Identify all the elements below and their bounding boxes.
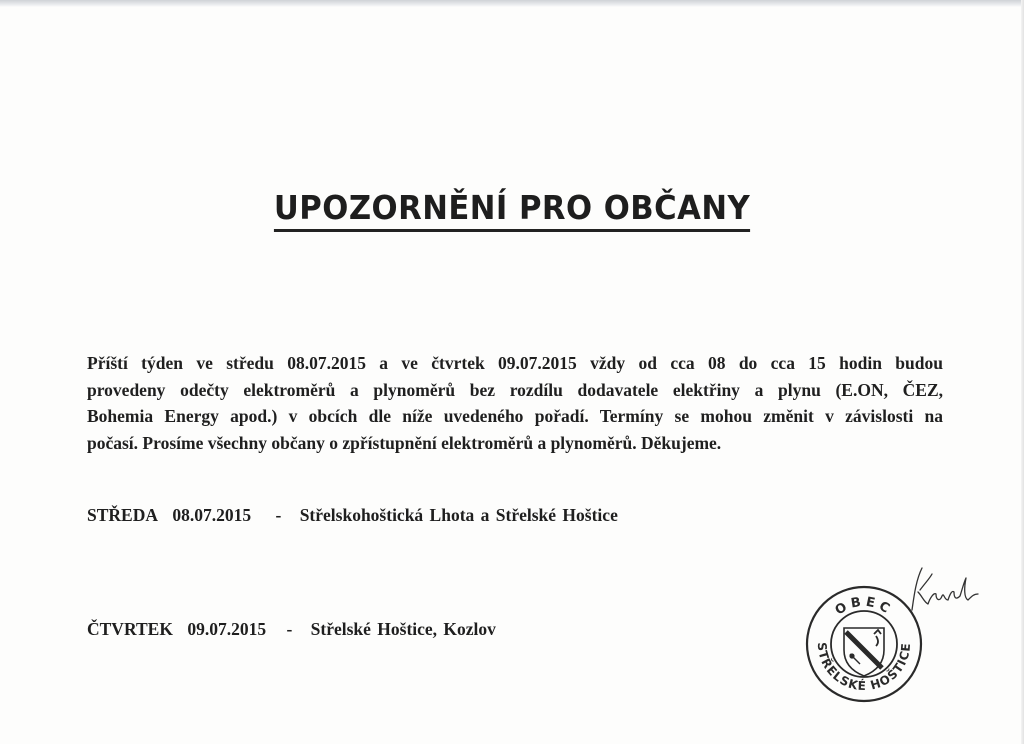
stamp-top-text: OBEC xyxy=(832,594,896,619)
schedule-separator: - xyxy=(275,505,282,525)
schedule-day: STŘEDA xyxy=(87,505,158,525)
schedule-row-wednesday xyxy=(87,505,618,526)
schedule-date: 09.07.2015 xyxy=(187,619,267,639)
schedule-places: Střelskohoštická Lhota a Střelské Hoštice xyxy=(299,505,618,525)
paragraph-line-4: počasí. Prosíme všechny občany o zpřístupnění elektroměrů a plynoměrů. Děkujeme. xyxy=(87,432,722,453)
stamp-inner-ring xyxy=(831,611,897,677)
paragraph-line-1: Příští týden ve středu 08.07.2015 a ve čtvrtek 09.07.2015 vždy od cca 08 do cca 15 hodin budou xyxy=(87,353,943,373)
stamp-bottom-text: STŘELSKÉ HOŠTICE xyxy=(814,641,914,694)
schedule-places: Střelské Hoštice, Kozlov xyxy=(310,619,496,639)
schedule-day: ČTVRTEK xyxy=(87,619,173,639)
schedule-row-thursday xyxy=(87,619,496,640)
coat-of-arms-icon xyxy=(844,628,884,676)
schedule-date: 08.07.2015 xyxy=(172,505,252,525)
paragraph-line-3: Bohemia Energy apod.) v obcích dle níže uvedeného pořadí. Termíny se mohou změnit v závislosti na xyxy=(87,406,943,426)
notice-paragraph xyxy=(87,350,943,456)
notice-title-text: UPOZORNĚNÍ PRO OBČANY xyxy=(274,188,750,232)
notice-title xyxy=(0,188,1024,232)
scan-edge-top xyxy=(0,0,1024,7)
schedule-separator: - xyxy=(286,619,293,639)
handwritten-signature xyxy=(906,560,980,616)
paragraph-line-2: provedeny odečty elektroměrů a plynoměrů bez rozdílu dodavatele elektřiny a plynu (E.ON, ČEZ, xyxy=(87,379,943,400)
